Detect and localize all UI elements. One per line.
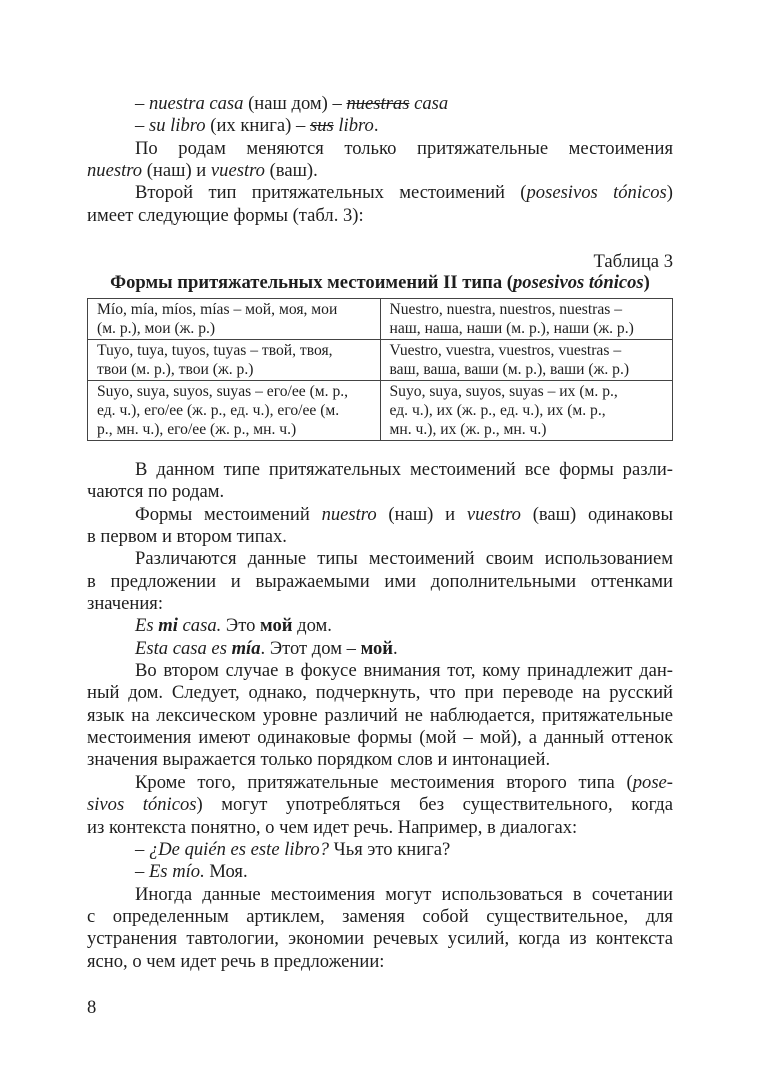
paragraph-line — [87, 660, 673, 682]
text-segment: с определенным артиклем, заменяя собой существительное, для — [87, 905, 673, 927]
text-segment: Es mío. — [148, 861, 205, 883]
cell-line: Nuestro, nuestra, nuestros, nuestras – — [389, 301, 623, 318]
text-segment: . Этот дом – — [260, 637, 361, 659]
cell-line: твои (м. р.), твои (ж. р.) — [97, 361, 254, 378]
text-segment: casa. — [177, 615, 222, 637]
text-segment: nuestra casa — [148, 93, 244, 114]
cell-line: Mío, mía, míos, mías – мой, моя, мои — [97, 301, 338, 318]
text-segment: ¿De quién es este libro? — [148, 838, 329, 860]
cell-line: ед. ч.), их (ж. р., ед. ч.), их (м. р., — [389, 402, 606, 419]
text-segment: (ваш) одинаковы — [520, 503, 673, 525]
paragraph-line — [87, 817, 673, 839]
paragraph-line — [87, 727, 673, 749]
text-segment: чаются по родам. — [87, 481, 225, 503]
paragraph-line — [87, 615, 673, 637]
paragraph-line — [87, 638, 673, 660]
text-segment: mi — [158, 615, 178, 637]
text-segment: значения выражается только порядком слов и интонацией. — [87, 749, 551, 771]
paragraph-line — [87, 951, 673, 973]
cell-line: (м. р.), мои (ж. р.) — [97, 320, 216, 337]
cell-line: Suyo, suya, suyos, suyas – их (м. р., — [389, 383, 618, 400]
text-segment: Кроме того, притяжательные местоимения второго типа ( — [135, 771, 633, 793]
pronoun-forms-table — [87, 298, 673, 441]
text-segment: Es — [135, 615, 159, 637]
text-segment: значения: — [87, 593, 164, 615]
paragraph-line — [87, 481, 673, 503]
text-segment: sivos tónicos — [87, 794, 197, 816]
text-segment: nuestras — [346, 93, 410, 114]
paragraph-line — [87, 772, 673, 794]
text-segment: (наш дом) – — [243, 93, 347, 114]
paragraph-line — [87, 526, 673, 548]
page-number: 8 — [87, 997, 97, 1018]
text-segment: (ваш). — [264, 160, 318, 182]
text-segment: язык на лексическом уровне различий не наблюдается, притяжательные — [87, 704, 673, 726]
cell-line: Suyo, suya, suyos, suyas – его/ее (м. р., — [97, 383, 349, 400]
text-segment: В данном типе притяжательных местоимений все формы разли- — [135, 459, 673, 480]
paragraph-line — [87, 160, 673, 182]
text-segment: sus — [309, 115, 334, 137]
text-segment: pose- — [632, 771, 673, 793]
text-segment: – — [135, 861, 149, 883]
text-segment: vuestro — [466, 503, 521, 525]
table-row — [88, 299, 673, 340]
text-segment: Моя. — [204, 861, 248, 883]
text-segment: nuestro — [321, 503, 377, 525]
table-cell — [88, 381, 381, 441]
text-segment: ) — [666, 182, 673, 204]
paragraph-line — [87, 93, 673, 115]
text-segment: Esta casa es — [135, 637, 232, 659]
table-cell — [88, 299, 381, 340]
paragraph-line — [87, 861, 673, 883]
text-segment: (наш) и — [142, 160, 211, 182]
paragraph-line — [87, 928, 673, 950]
text-block-top — [87, 93, 673, 227]
text-segment: ный дом. Следует, однако, подчеркнуть, что при переводе на русский — [87, 682, 673, 704]
paragraph-line — [87, 884, 673, 906]
text-segment: ясно, о чем идет речь в предложении: — [87, 950, 385, 972]
table-title-italic: posesivos tónicos — [512, 272, 644, 293]
paragraph-line — [87, 593, 673, 615]
text-segment: (их книга) – — [205, 115, 310, 137]
paragraph-line — [87, 182, 673, 204]
table-cell — [380, 381, 673, 441]
text-segment: дом. — [292, 615, 332, 637]
text-segment: Формы местоимений — [135, 503, 322, 525]
table-row — [88, 340, 673, 381]
text-segment: . — [373, 115, 379, 137]
paragraph-line — [87, 682, 673, 704]
paragraph-line — [87, 839, 673, 861]
text-segment: ) могут употребляться без существительного, когда — [196, 794, 673, 816]
text-segment: Чья это книга? — [329, 838, 451, 860]
cell-line: р., мн. ч.), его/ее (ж. р., мн. ч.) — [97, 421, 297, 438]
paragraph-line — [87, 749, 673, 771]
table-title — [87, 272, 673, 294]
cell-line: ваш, ваша, ваши (м. р.), ваши (ж. р.) — [389, 361, 630, 378]
cell-line: ед. ч.), его/ее (ж. р., ед. ч.), его/ее (м. — [97, 402, 340, 419]
text-segment: casa — [409, 93, 449, 114]
text-segment: nuestro — [87, 160, 143, 182]
text-segment: устранения тавтологии, экономии речевых усилий, когда из контекста — [87, 928, 673, 950]
text-segment: Второй тип притяжательных местоимений ( — [135, 182, 527, 204]
paragraph-line — [87, 205, 673, 227]
paragraph-line — [87, 705, 673, 727]
text-segment: местоимения имеют одинаковые формы (мой – мой), а данный оттенок — [87, 727, 673, 749]
text-segment: (наш) и — [376, 503, 467, 525]
text-segment: из контекста понятно, о чем идет речь. Например, в диалогах: — [87, 816, 578, 838]
table-row — [88, 381, 673, 441]
text-segment: в первом и втором типах. — [87, 526, 287, 548]
text-segment: Это — [221, 615, 261, 637]
table-cell — [380, 340, 673, 381]
text-segment: posesivos tónicos — [526, 182, 667, 204]
text-segment: Различаются данные типы местоимений своим использованием — [135, 548, 673, 570]
paragraph-line — [87, 571, 673, 593]
text-segment: имеет следующие формы (табл. 3): — [87, 204, 364, 226]
paragraph-line — [87, 906, 673, 928]
paragraph-line — [87, 138, 673, 160]
text-segment: mía — [231, 637, 261, 659]
text-segment: – — [135, 115, 149, 137]
text-segment: в предложении и выражаемыми ими дополнительными оттенками — [87, 570, 673, 592]
paragraph-line — [87, 504, 673, 526]
table-cell — [380, 299, 673, 340]
text-segment: Во втором случае в фокусе внимания тот, кому принадлежит дан- — [135, 660, 673, 682]
text-block-bottom — [87, 459, 673, 973]
text-segment: libro — [333, 115, 374, 137]
table-cell — [88, 340, 381, 381]
text-segment: мой — [360, 637, 393, 659]
text-segment: su libro — [148, 115, 206, 137]
paragraph-line — [87, 794, 673, 816]
cell-line: наш, наша, наши (м. р.), наши (ж. р.) — [389, 320, 634, 337]
cell-line: мн. ч.), их (ж. р., мн. ч.) — [389, 421, 547, 438]
text-segment: . — [393, 637, 398, 659]
paragraph-line — [87, 459, 673, 481]
text-segment: Иногда данные местоимения могут использоваться в сочетании — [135, 883, 673, 905]
table-title-close: ) — [643, 272, 650, 293]
table-title-text: Формы притяжательных местоимений II типа ( — [110, 272, 513, 293]
text-segment: мой — [260, 615, 293, 637]
text-segment: – — [135, 838, 149, 860]
paragraph-line — [87, 115, 673, 137]
table-caption: Таблица 3 — [593, 251, 673, 272]
cell-line: Vuestro, vuestra, vuestros, vuestras – — [389, 342, 622, 359]
text-segment: По родам меняются только притяжательные местоимения — [135, 137, 673, 159]
paragraph-line — [87, 548, 673, 570]
text-segment: vuestro — [210, 160, 265, 182]
text-segment: – — [135, 93, 149, 114]
cell-line: Tuyo, tuya, tuyos, tuyas – твой, твоя, — [97, 342, 333, 359]
